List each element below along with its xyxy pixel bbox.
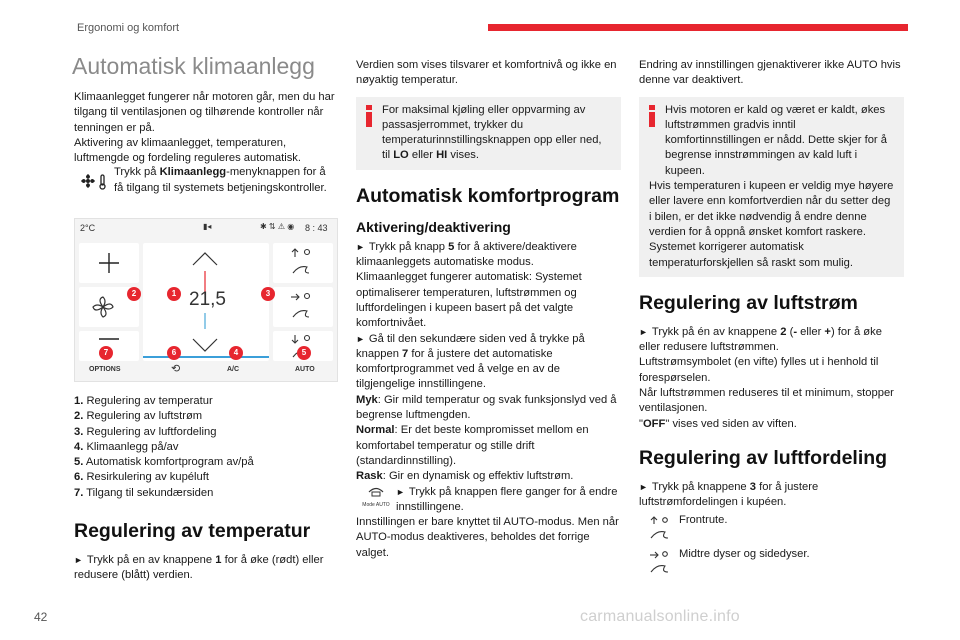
temperature-value: 21,5 (189, 289, 226, 310)
list-item: 2. Regulering av luftstrøm (74, 410, 203, 423)
middle-vents-item (639, 547, 904, 577)
marker-7: 7 (99, 346, 113, 360)
text: -menyknappen for å få tilgang til systemets betjeningskontroller. (114, 166, 327, 194)
column-3 (639, 58, 904, 577)
list-item: 7. Tilgang til sekundærsiden (74, 486, 214, 499)
marker-6: 6 (167, 346, 181, 360)
mode-auto-icon (356, 485, 396, 515)
marker-5: 5 (297, 346, 311, 360)
paragraph: Innstillingen er bare knyttet til AUTO-modus. Men når AUTO-modus deaktiveres, beholdes det forrige valget. (356, 516, 619, 559)
column-1 (74, 52, 336, 196)
windscreen-distribution-icon (639, 513, 679, 543)
paragraph: Normal: Er det beste kompromisset mellom en komfortabel temperatur og stille drift (standardinnstilling). (356, 424, 589, 467)
heading-activation: Aktivering/deaktivering (356, 218, 511, 235)
marker-4: 4 (229, 346, 243, 360)
paragraph: ► Trykk på en av knappene 1 for å øke (rødt) eller redusere (blått) verdien. (74, 554, 324, 582)
text: Trykk på (114, 166, 160, 179)
list-item: 1. Regulering av temperatur (74, 395, 213, 407)
marker-2: 2 (127, 287, 141, 301)
paragraph: Luftstrømsymbolet (en vifte) fylles ut i henhold til forespørselen. (639, 356, 879, 384)
paragraph: "OFF" vises ved siden av viften. (639, 417, 797, 430)
paragraph: Myk: Gir mild temperatur og svak funksjonslyd ved å begrense luftmengden. (356, 393, 617, 422)
header-accent-bar (488, 24, 908, 31)
section-header: Ergonomi og komfort (77, 22, 180, 34)
climate-menu-icon (74, 166, 114, 196)
list-item: 4. Klimaanlegg på/av (74, 440, 179, 453)
note-text: Hvis temperaturen i kupeen er veldig mye høyere eller lavere enn komfortverdien når du setter deg i bilen, er det ikke nødvendig å endre denne verdien for å oppnå ønsket komfort raskere. Systemet korrigerer automatisk temperaturforskjellen så raskt som mulig. (649, 180, 894, 269)
paragraph: Klimaanlegget fungerer når motoren går, men du har tilgang til ventilasjonen og tilhørende kontroller når tenningen er på. (74, 91, 335, 134)
paragraph: ► Trykk på knappen flere ganger for å endre innstillingene. (396, 485, 618, 513)
windscreen-item (639, 513, 904, 543)
media-icon: ▮◂ (203, 222, 212, 231)
info-note (356, 97, 621, 170)
clock: 8 : 43 (305, 223, 328, 233)
list-item: 6. Resirkulering av kupéluft (74, 471, 209, 484)
paragraph: ► Trykk på én av knappene 2 (- eller +) for å øke eller redusere luftstrømmen. (639, 325, 882, 354)
mode-auto-label: Mode AUTO (362, 501, 390, 508)
options-label: OPTIONS (89, 366, 121, 373)
temperature-panel (143, 243, 269, 361)
middle-vents-distribution-icon (639, 547, 679, 577)
info-icon (366, 105, 372, 127)
screen-status-bar (75, 219, 337, 239)
paragraph: ► Gå til den sekundære siden ved å trykke på knappen 7 for å justere det automatiske komfortprogrammet ved å velge en av de tilgjengelige innstillingene. (356, 332, 585, 391)
auto-label: AUTO (295, 366, 315, 373)
info-icon (649, 105, 655, 127)
middle-vents-distribution-icon (273, 287, 333, 327)
note-text: Hvis motoren er kald og været er kaldt, økes luftstrømmen gradvis inntil komfortinnstillingen er nådd. Dette skjer for å begrense innstrømmingen av kald luft i kupeen. (665, 103, 887, 177)
outside-temperature: 2°C (80, 223, 96, 233)
text: Frontrute. (679, 513, 728, 526)
fan-level-bar (143, 356, 269, 358)
info-note (639, 97, 904, 277)
menu-instruction (74, 166, 336, 196)
recirculation-icon: ⟲ (171, 363, 181, 375)
fan-plus-button (79, 243, 139, 283)
marker-1: 1 (167, 287, 181, 301)
note-text: For maksimal kjøling eller oppvarming av passasjerrommet, trykker du temperaturinnstillingsknappen opp eller ned, til LO eller HI vises. (382, 103, 602, 162)
menu-name: Klimaanlegg (159, 166, 227, 179)
column-1-lower (74, 386, 336, 584)
heading-distribution: Regulering av luftfordeling (639, 446, 888, 469)
legend-list (74, 394, 336, 501)
paragraph: ► Trykk på knappene 3 for å justere luftstrømfordelingen i kupéen. (639, 480, 819, 509)
column-2 (356, 58, 621, 561)
climate-screen-illustration (74, 218, 338, 382)
heading-auto-program: Automatisk komfortprogram (356, 184, 620, 207)
mode-auto-instruction (356, 485, 621, 516)
paragraph: Endring av innstillingen gjenaktiverer ikke AUTO hvis denne var deaktivert. (639, 59, 901, 87)
watermark: carmanualsonline.info (580, 608, 740, 625)
paragraph: Verdien som vises tilsvarer et komfortnivå og ikke en nøyaktig temperatur. (356, 59, 617, 87)
paragraph: Rask: Gir en dynamisk og effektiv luftstrøm. (356, 470, 574, 483)
ac-label: A/C (227, 366, 240, 373)
list-item: 5. Automatisk komfortprogram av/på (74, 456, 254, 469)
heading-airflow: Regulering av luftstrøm (639, 291, 858, 314)
marker-3: 3 (261, 287, 275, 301)
bluetooth-icon: ✱ ⇅ ⚠ ◉ (260, 222, 295, 231)
paragraph: Når luftstrømmen reduseres til et minimum, stopper ventilasjonen. (639, 387, 894, 415)
paragraph: Aktivering av klimaanlegget, temperaturen, luftmengde og fordeling reguleres automatisk. (74, 136, 301, 165)
paragraph: ► Trykk på knapp 5 for å aktivere/deaktivere klimaanleggets automatiske modus. (356, 240, 577, 269)
paragraph: Klimaanlegget fungerer automatisk: Systemet optimaliserer temperaturen, luftstrømmen og luftfordelingen i kupeen basert på det valgte komfortnivået. (356, 271, 582, 330)
windscreen-distribution-icon (273, 243, 333, 283)
heading-temperature: Regulering av temperatur (74, 520, 311, 543)
page-title: Automatisk klimaanlegg (72, 53, 315, 79)
text: Midtre dyser og sidedyser. (679, 547, 810, 560)
page-number: 42 (34, 610, 48, 624)
list-item: 3. Regulering av luftfordeling (74, 425, 217, 438)
